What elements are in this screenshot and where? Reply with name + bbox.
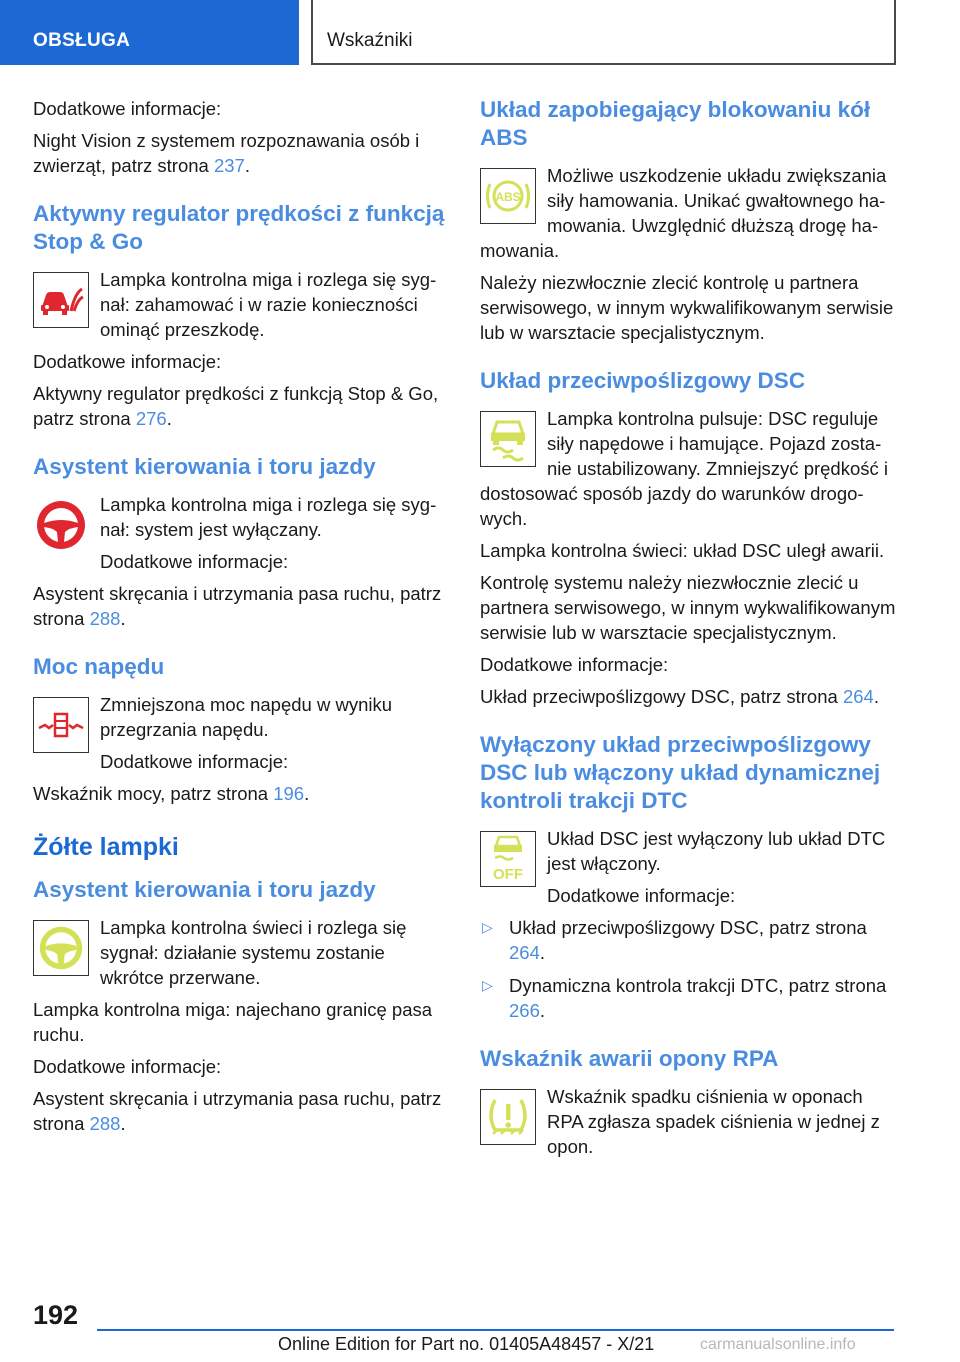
acc-text: Lampka kontrolna miga i rozlega się sygnał: zahamować i w razie konieczności ominąć przeszkodę.: [100, 269, 437, 340]
abs-heading: Układ zapobiegający blokowaniu kół ABS: [480, 97, 871, 150]
lane-yellow-blink-text: Lampka kontrolna miga: najechano granicę pasa ruchu.: [33, 999, 433, 1045]
lane-yellow-more-text: Asystent skręcania i utrzymania pasa ruchu, patrz strona 288.: [33, 1088, 442, 1134]
lane-red-more-label: Dodatkowe informacje:: [100, 551, 289, 572]
page-ref-link[interactable]: 264: [509, 942, 540, 963]
dsc-off-icon-label: OFF: [493, 866, 523, 883]
dsc-text3: Kontrolę systemu należy niezwłocznie zlecić u partnera serwisowego, w innym wykwalifikowanym serwisie lub w warsztacie specjalistycznym.: [480, 572, 896, 643]
watermark: carmanualsonline.info: [700, 1336, 856, 1353]
intro-text: Night Vision z systemem rozpoznawania osób i zwierząt, patrz strona 237.: [33, 130, 420, 176]
dsc-heading: Układ przeciwpoślizgowy DSC: [480, 368, 806, 393]
chapter-tab[interactable]: [0, 0, 299, 65]
left-column: [33, 96, 451, 1143]
page-ref-link[interactable]: 276: [135, 408, 167, 429]
triangle-bullet-icon: ▷: [482, 977, 493, 993]
dsc-off-text: Układ DSC jest wyłączony lub układ DTC jest włączony.: [547, 828, 886, 874]
footer-divider: [97, 1329, 894, 1331]
acc-more-text: Aktywny regulator prędkości z funkcją Stop & Go, patrz strona 276.: [33, 383, 439, 429]
abs-icon-label: ABS: [495, 190, 521, 204]
page-ref-link[interactable]: 288: [89, 608, 121, 629]
dsc-off-more-label: Dodatkowe informacje:: [547, 885, 736, 906]
header-title: Wskaźniki: [327, 30, 413, 51]
page-ref-link[interactable]: 264: [842, 686, 874, 707]
yellow-lamps-heading: Żółte lampki: [33, 833, 179, 861]
page-ref-link[interactable]: 196: [273, 783, 305, 804]
acc-heading: Aktywny regulator prędkości z funkcją Stop & Go: [33, 201, 445, 254]
dsc-text2: Lampka kontrolna świeci: układ DSC uległ awarii.: [480, 540, 885, 561]
abs-text2: Należy niezwłocznie zlecić kontrolę u partnera serwisowego, w innym wykwalifikowanym serwisie lub w warsztacie specjalistycznym.: [480, 272, 894, 343]
dsc-more-text: Układ przeciwpoślizgowy DSC, patrz strona 264.: [480, 686, 879, 707]
rpa-text: Wskaźnik spadku ciśnienia w oponach RPA zgłasza spadek ciśnienia w jednej z opon.: [547, 1086, 880, 1157]
lane-yellow-text: Lampka kontrolna świeci i rozlega się sygnał: działanie systemu zostanie wkrótce przerwane.: [100, 917, 407, 988]
dsc-text: Lampka kontrolna pulsuje: DSC reguluje siły napędowe i hamujące. Pojazd zostanie ustabilizowany. Zmniejszyć prędkość i dostosować sposób jazdy do warunków drogowych.: [480, 408, 889, 529]
lane-red-heading: Asystent kierowania i toru jazdy: [33, 454, 376, 479]
page-number: 192: [33, 1300, 79, 1330]
abs-icon: [480, 168, 536, 224]
power-indicator: [33, 692, 451, 781]
dsc-skid-icon: [480, 411, 536, 467]
rpa-indicator: [480, 1084, 898, 1166]
steering-wheel-red-icon: [33, 497, 89, 553]
dsc-off-indicator: [480, 826, 898, 915]
power-more-label: Dodatkowe informacje:: [100, 751, 289, 772]
abs-text: Możliwe uszkodzenie układu zwiększania siły hamowania. Unikać gwałtownego hamowania. Uwzględnić dłuższą drogę hamowania.: [480, 165, 887, 261]
rpa-heading: Wskaźnik awarii opony RPA: [480, 1046, 779, 1071]
lane-yellow-more-label: Dodatkowe informacje:: [33, 1056, 222, 1077]
edition-text: Online Edition for Part no. 01405A48457 - X/21: [278, 1334, 655, 1354]
power-text: Zmniejszona moc napędu w wyniku przegrzania napędu.: [100, 694, 393, 740]
right-column: [480, 96, 898, 1166]
lane-yellow-heading: Asystent kierowania i toru jazdy: [33, 877, 376, 902]
power-more-text: Wskaźnik mocy, patrz strona 196.: [33, 783, 310, 804]
lane-yellow-indicator: [33, 915, 451, 997]
page-ref-link[interactable]: 288: [89, 1113, 121, 1134]
drive-power-icon: [33, 697, 89, 753]
dsc-off-bullet-list: [480, 915, 898, 1023]
intro-label: Dodatkowe informacje:: [33, 98, 222, 119]
steering-wheel-yellow-icon: [33, 920, 89, 976]
lane-red-indicator: [33, 492, 451, 581]
chapter-label: OBSŁUGA: [33, 30, 131, 51]
list-item: ▷ Dynamiczna kontrola trakcji DTC, patrz strona 266.: [482, 975, 887, 1021]
acc-indicator: [33, 267, 451, 349]
page-ref-link[interactable]: 266: [509, 1000, 540, 1021]
page-header: [311, 0, 896, 65]
tire-pressure-warning-icon: [480, 1089, 536, 1145]
dsc-indicator: [480, 406, 898, 538]
dsc-more-label: Dodatkowe informacje:: [480, 654, 669, 675]
lane-red-more-text: Asystent skręcania i utrzymania pasa ruchu, patrz strona 288.: [33, 583, 442, 629]
list-item: ▷ Układ przeciwpoślizgowy DSC, patrz strona 264.: [482, 917, 867, 963]
dsc-off-heading: Wyłączony układ przeciwpoślizgowy DSC lub włączony układ dynamicznej kontroli trakcji DTC: [480, 732, 881, 813]
acc-more-label: Dodatkowe informacje:: [33, 351, 222, 372]
lane-red-text: Lampka kontrolna miga i rozlega się sygnał: system jest wyłączany.: [100, 494, 437, 540]
power-heading: Moc napędu: [33, 654, 165, 679]
triangle-bullet-icon: ▷: [482, 919, 493, 935]
abs-indicator: [480, 163, 898, 270]
acc-warning-icon: [33, 272, 89, 328]
dsc-off-icon: [480, 831, 536, 887]
page-ref-link[interactable]: 237: [213, 155, 245, 176]
